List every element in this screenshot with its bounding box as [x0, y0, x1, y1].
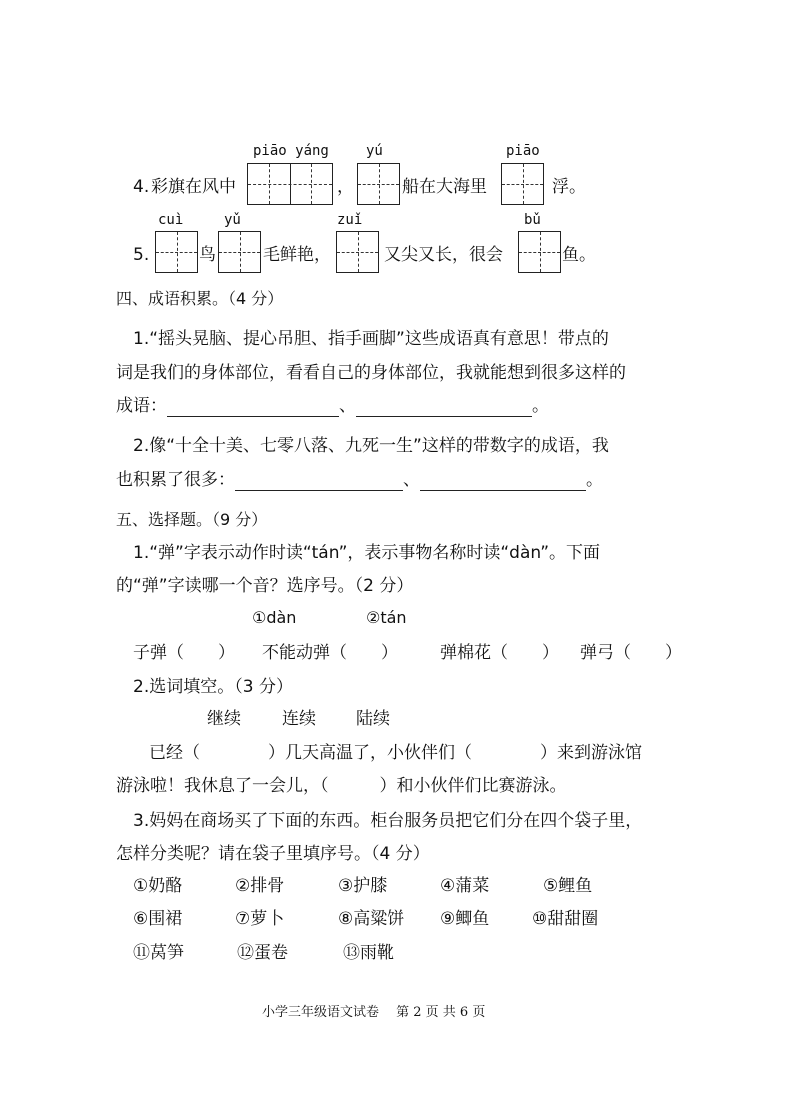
q5-number: 5.: [133, 245, 150, 265]
q4-text-3: 浮。: [552, 177, 586, 197]
page-footer: 小学三年级语文试卷 第 2 页 共 6 页: [262, 1005, 486, 1020]
idiom-number-blank-2[interactable]: [420, 472, 586, 491]
section4-p1-line3: [116, 395, 549, 417]
word-jixu: 继续: [207, 709, 241, 729]
goods-item: ⑨鲫鱼: [440, 909, 490, 929]
goods-item: ③护膝: [338, 876, 388, 896]
idiom-number-blank-1[interactable]: [235, 472, 403, 491]
writing-box-bu[interactable]: [518, 231, 561, 273]
pinyin-piao-yang: piāo yáng: [253, 143, 329, 159]
separator: 、: [339, 396, 356, 416]
q5-text-2: 毛鲜艳，: [263, 245, 331, 265]
q4-comma: ，: [337, 177, 354, 197]
goods-item: ⑦萝卜: [235, 909, 285, 929]
section4-p1-prefix: 成语：: [116, 396, 167, 416]
writing-box-yu[interactable]: [357, 163, 400, 205]
option-dan: ①dàn: [252, 608, 297, 627]
item-dangong[interactable]: 弹弓（ ）: [580, 643, 682, 663]
goods-item: ⑥围裙: [133, 909, 183, 929]
section5-q1-line2: 的“弹”字读哪一个音？选序号。（2 分）: [116, 576, 414, 596]
section4-p2-line2: [116, 469, 603, 491]
pinyin-cui: cuì: [158, 212, 184, 228]
idiom-body-blank-2[interactable]: [356, 398, 532, 417]
goods-item: ④蒲菜: [440, 876, 490, 896]
end-mark: 。: [586, 470, 603, 490]
item-tanmianhua[interactable]: 弹棉花（ ）: [440, 643, 559, 663]
idiom-body-blank-1[interactable]: [167, 398, 339, 417]
goods-item: ⑧高粱饼: [338, 909, 405, 929]
goods-item: ⑪莴笋: [133, 943, 184, 963]
goods-item: ⑫蛋卷: [237, 943, 288, 963]
section5-q1-line1: 1.“弹”字表示动作时读“tán”，表示事物名称时读“dàn”。下面: [133, 543, 601, 563]
word-lianxu: 连续: [282, 709, 316, 729]
section4-heading: 四、成语积累。（4 分）: [116, 289, 284, 308]
word-luxu: 陆续: [356, 709, 390, 729]
q4-number: 4.: [133, 177, 150, 197]
q4-text-1: 彩旗在风中: [151, 177, 236, 197]
section4-p1-line2: 词是我们的身体部位，看看自己的身体部位，我就能想到很多这样的: [116, 363, 626, 383]
section4-p1-line1: 1.“摇头晃脑、提心吊胆、指手画脚”这些成语真有意思！带点的: [133, 329, 609, 349]
goods-item: ⑩甜甜圈: [532, 909, 599, 929]
section5-q2-heading: 2.选词填空。（3 分）: [133, 677, 293, 697]
item-bunengdongtan[interactable]: 不能动弹（ ）: [262, 643, 398, 663]
writing-box-zui[interactable]: [336, 231, 379, 273]
section5-q3-line1: 3.妈妈在商场买了下面的东西。柜台服务员把它们分在四个袋子里，: [133, 811, 643, 831]
goods-item: ⑬雨靴: [343, 943, 394, 963]
writing-box-yu3[interactable]: [218, 231, 261, 273]
goods-item: ⑤鲤鱼: [543, 876, 593, 896]
q4-text-2: 船在大海里: [402, 177, 487, 197]
q5-text-1: 鸟: [199, 245, 216, 265]
pinyin-bu: bǔ: [524, 212, 541, 228]
pinyin-yu: yú: [366, 143, 383, 159]
goods-item: ②排骨: [235, 876, 285, 896]
pinyin-zui: zuǐ: [337, 212, 363, 228]
option-tan: ②tán: [366, 608, 407, 627]
section4-p2-prefix: 也积累了很多：: [116, 470, 235, 490]
q5-text-3: 又尖又长，很会: [384, 245, 503, 265]
separator: 、: [403, 470, 420, 490]
writing-box-piaoyang[interactable]: [247, 163, 333, 205]
writing-box-cui[interactable]: [155, 231, 198, 273]
section5-q3-line2: 怎样分类呢？请在袋子里填序号。（4 分）: [116, 844, 430, 864]
section5-q2-line2: 游泳啦！我休息了一会儿，（ ）和小伙伴们比赛游泳。: [116, 776, 567, 796]
section4-p2-line1: 2.像“十全十美、七零八落、九死一生”这样的带数字的成语，我: [133, 436, 609, 456]
writing-box-piao[interactable]: [501, 163, 544, 205]
section5-q2-line1: 已经（ ）几天高温了，小伙伴们（ ）来到游泳馆: [149, 743, 642, 763]
pinyin-yu3: yǔ: [224, 212, 241, 228]
end-mark: 。: [532, 396, 549, 416]
section5-heading: 五、选择题。（9 分）: [116, 510, 268, 529]
goods-item: ①奶酪: [133, 876, 183, 896]
q5-text-4: 鱼。: [562, 245, 596, 265]
pinyin-piao: piāo: [506, 143, 540, 159]
item-zidan[interactable]: 子弹（ ）: [133, 643, 235, 663]
